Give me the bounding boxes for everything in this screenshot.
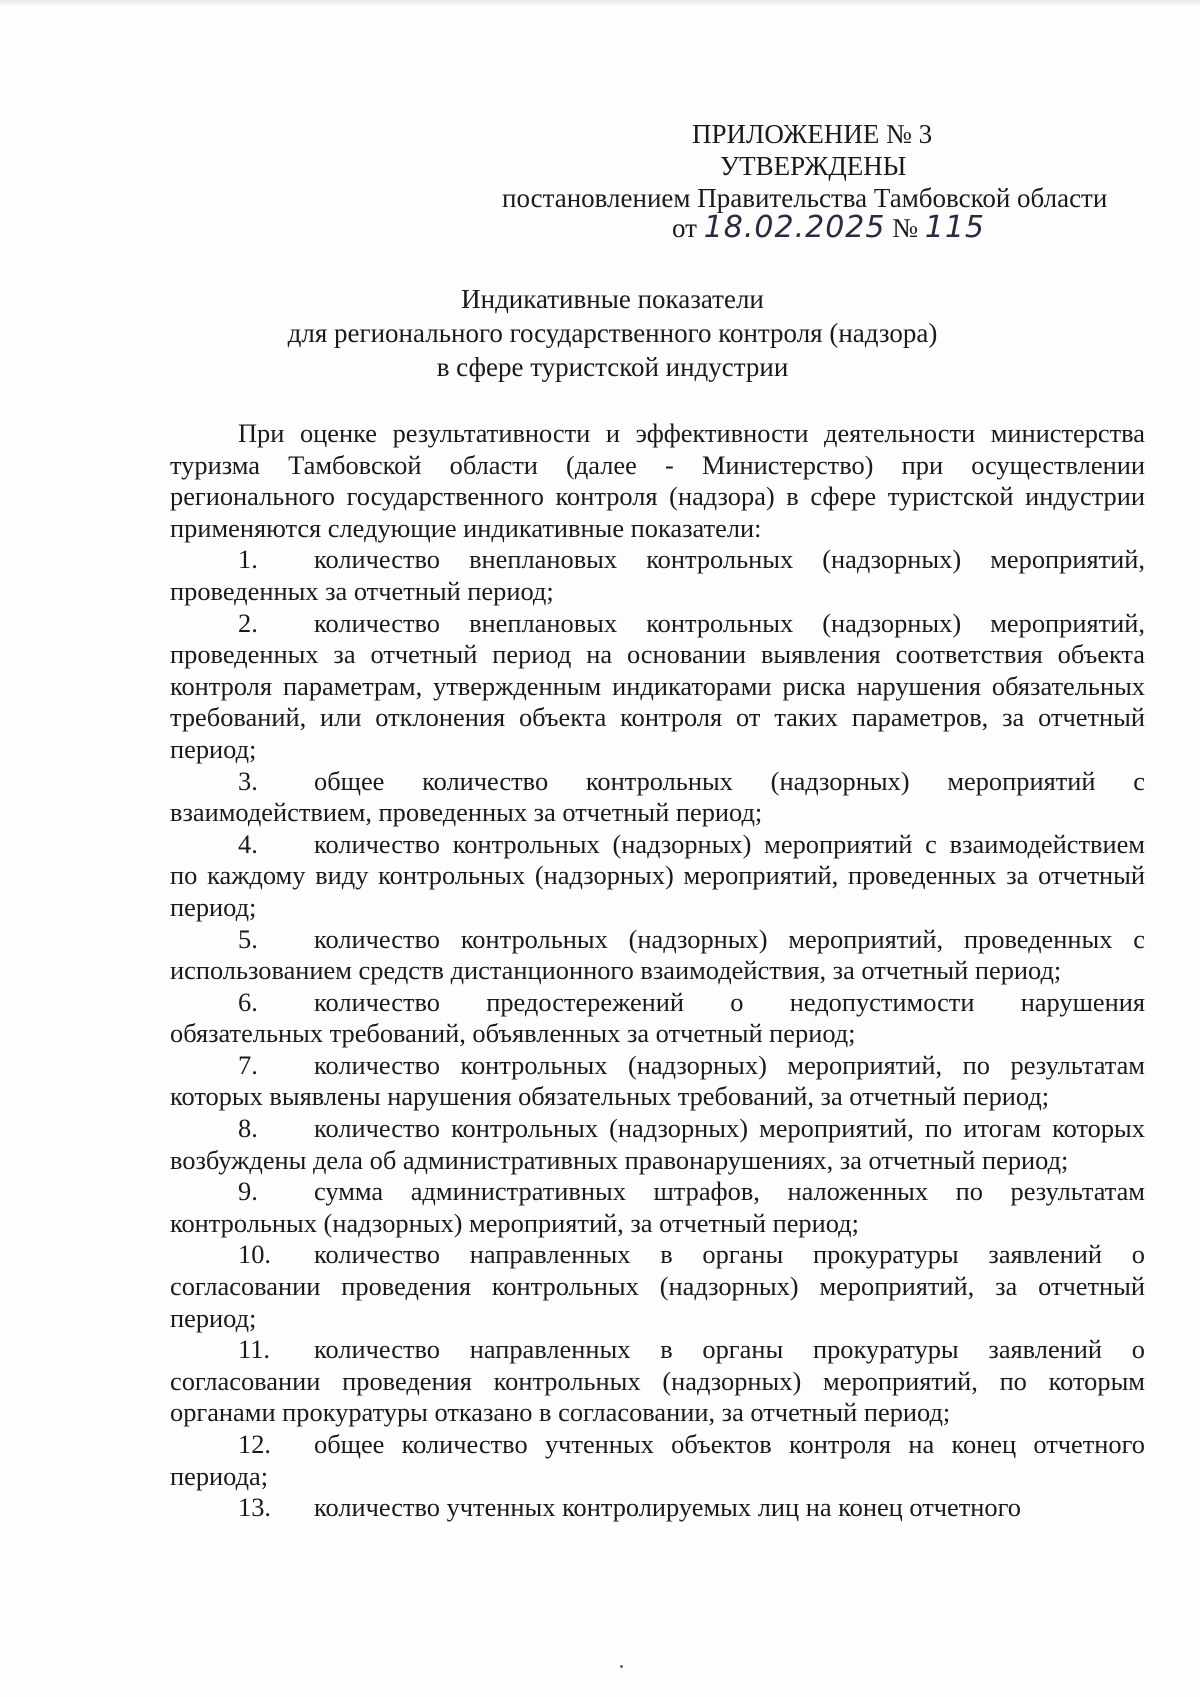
indicator-item [170,544,1145,607]
indicator-item [170,1492,1145,1524]
indicator-item [170,1429,1145,1492]
indicator-text: общее количество учтенных объектов контроля на конец отчетного периода; [170,1429,1145,1491]
indicator-number: 5. [238,923,258,954]
document-title [240,282,985,384]
handwritten-date: 18.02.2025 [703,210,886,245]
date-prefix: от [672,213,697,243]
handwritten-number: 115 [924,210,986,245]
number-sign: № [892,213,918,243]
indicator-item [170,987,1145,1050]
indicator-text: количество внеплановых контрольных (надзорных) мероприятий, проведенных за отчетный период; [170,544,1145,606]
indicator-item [170,1239,1145,1334]
indicator-number: 8. [238,1113,258,1144]
indicator-text: количество внеплановых контрольных (надзорных) мероприятий, проведенных за отчетный период на основании выявления соответствия объекта контроля параметрам, утвержденным индикаторами риска нарушения обязательных требований, или отклонения объекта контроля от таких параметров, за отчетный период; [170,607,1145,764]
indicator-number: 1. [238,544,258,575]
approved-label: УТВЕРЖДЕНЫ [720,151,907,181]
indicator-text: количество контрольных (надзорных) мероприятий, по итогам которых возбуждены дела об административных правонарушениях, за отчетный период; [170,1113,1145,1175]
indicator-text: количество направленных в органы прокуратуры заявлений о согласовании проведения контрольных (надзорных) мероприятий, по которым органами прокуратуры отказано в согласовании, за отчетный период; [170,1334,1145,1428]
indicator-item [170,1050,1145,1113]
indicator-number: 11. [238,1334,271,1365]
document-body [170,418,1145,1524]
indicator-item [170,1176,1145,1239]
indicator-number: 13. [238,1492,271,1523]
indicator-number: 4. [238,828,258,859]
indicator-text: количество предостережений о недопустимости нарушения обязательных требований, объявленных за отчетный период; [170,986,1145,1049]
indicator-item [170,766,1145,829]
appendix-title: ПРИЛОЖЕНИЕ № 3 [692,119,933,149]
indicator-item [170,924,1145,987]
title-line-1: Индикативные показатели [461,284,764,314]
indicator-text: общее количество контрольных (надзорных) мероприятий с взаимодействием, проведенных за отчетный период; [170,765,1145,828]
indicator-item [170,608,1145,766]
indicator-number: 10. [238,1239,271,1270]
title-line-3: в сфере туристской индустрии [436,352,789,382]
decree-reference: постановлением Правительства Тамбовской области [502,183,1108,213]
indicator-text: количество контрольных (надзорных) мероприятий, по результатам которых выявлены нарушения обязательных требований, за отчетный период; [170,1049,1145,1112]
indicator-number: 6. [238,986,258,1017]
intro-paragraph: При оценке результативности и эффективности деятельности министерства туризма Тамбовской области (далее - Министерство) при осуществлении регионального государственного контроля (надзора) в сфере туристской индустрии применяются следующие индикативные показатели: [170,418,1145,543]
indicator-number: 2. [238,607,258,638]
indicator-number: 3. [238,765,258,796]
indicator-list [170,544,1145,1523]
indicator-item [170,829,1145,924]
indicator-text: количество направленных в органы прокуратуры заявлений о согласовании проведения контрольных (надзорных) мероприятий, за отчетный период; [170,1239,1145,1333]
indicator-text: количество контрольных (надзорных) мероприятий с взаимодействием по каждому виду контрольных (надзорных) мероприятий, проведенных за отчетный период; [170,828,1145,922]
scan-speck [620,1665,623,1668]
indicator-number: 7. [238,1049,258,1080]
indicator-item [170,1334,1145,1429]
decree-date-line [470,212,1150,244]
indicator-item [170,1113,1145,1176]
scan-edge-shadow [0,0,1200,6]
indicator-text: количество учтенных контролируемых лиц на конец отчетного [314,1492,1021,1523]
indicator-text: сумма административных штрафов, наложенных по результатам контрольных (надзорных) мероприятий, за отчетный период; [170,1176,1145,1238]
indicator-number: 9. [238,1176,258,1207]
indicator-text: количество контрольных (надзорных) мероприятий, проведенных с использованием средств дистанционного взаимодействия, за отчетный период; [170,923,1145,986]
approval-header [470,118,1150,244]
indicator-number: 12. [238,1429,271,1459]
title-line-2: для регионального государственного контроля (надзора) [287,318,938,348]
